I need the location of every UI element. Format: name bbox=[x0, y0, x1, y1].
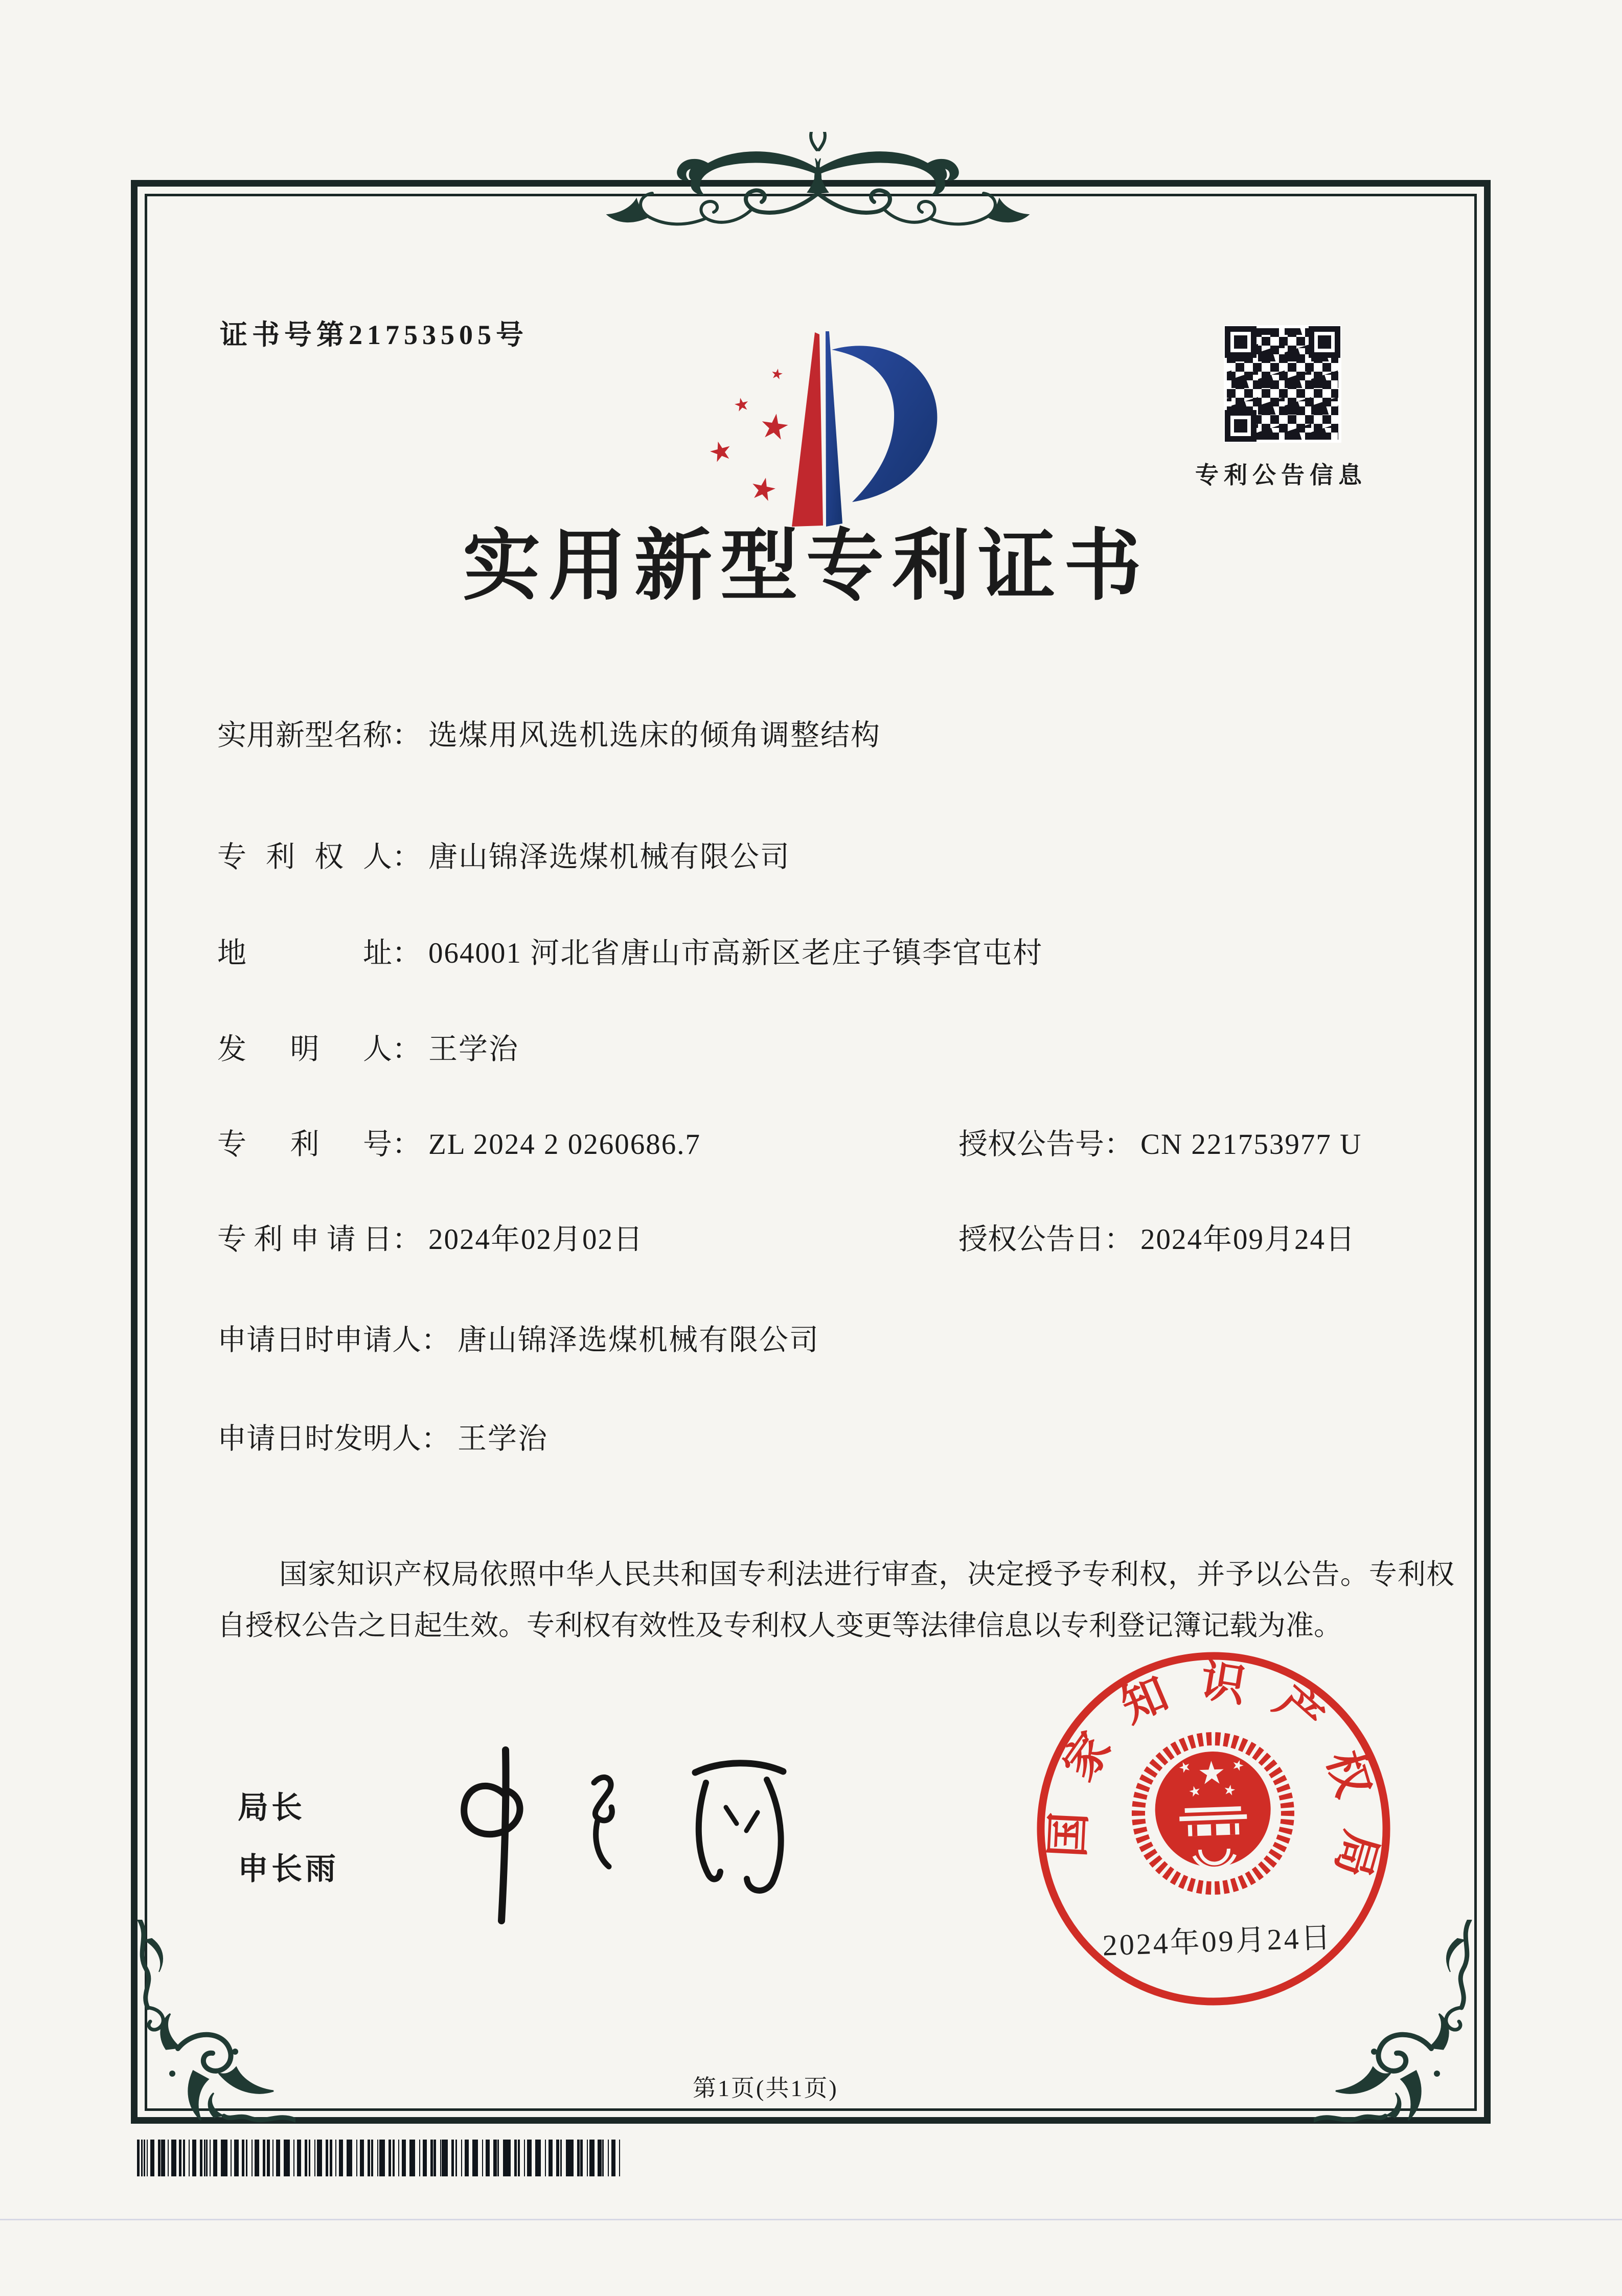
field-colon: ： bbox=[392, 937, 421, 969]
field-label: 专利权人 bbox=[217, 841, 392, 873]
qr-code-caption: 专利公告信息 bbox=[1195, 462, 1367, 488]
field-row-address bbox=[217, 929, 1465, 971]
field-colon: ： bbox=[392, 1223, 421, 1256]
field-row-patent-number bbox=[217, 1121, 1465, 1163]
signer-title: 局长 bbox=[238, 1790, 305, 1825]
field-value: 2024年09月24日 bbox=[1140, 1223, 1356, 1256]
field-colon: ： bbox=[421, 1423, 450, 1455]
scan-artifact-line bbox=[0, 2219, 1622, 2220]
field-label: 发明人 bbox=[217, 1033, 392, 1065]
patent-gazette-qr-code bbox=[1227, 328, 1338, 440]
field-row-filing-date bbox=[217, 1216, 1465, 1258]
field-label: 申请日时发明人 bbox=[217, 1423, 421, 1455]
field-value: CN 221753977 U bbox=[1140, 1128, 1362, 1161]
page-number: 第1页(共1页) bbox=[693, 2075, 838, 2101]
field-value: 选煤用风选机选床的倾角调整结构 bbox=[428, 719, 881, 752]
field-value: ZL 2024 2 0260686.7 bbox=[428, 1128, 701, 1161]
field-label: 授权公告号 bbox=[958, 1128, 1104, 1161]
legal-statement: 国家知识产权局依照中华人民共和国专利法进行审查，决定授予专利权，并予以公告。专利权自授权公告之日起生效。专利权有效性及专利权人变更等法律信息以专利登记簿记载为准。 bbox=[217, 1559, 1454, 1642]
bottom-left-corner-ornament bbox=[132, 1920, 295, 2129]
field-colon: ： bbox=[392, 1033, 421, 1065]
field-row-inventor-at-filing bbox=[217, 1415, 1465, 1457]
field-cell-grant-number bbox=[958, 1121, 1362, 1163]
field-colon: ： bbox=[392, 841, 421, 873]
signer-name: 申长雨 bbox=[238, 1852, 339, 1886]
field-label: 地址 bbox=[217, 937, 392, 969]
seal-org-textpath: 国家知识产权局 bbox=[1043, 1655, 1386, 1909]
qr-finder-icon bbox=[1225, 326, 1257, 358]
logo-stars bbox=[708, 368, 789, 502]
field-colon: ： bbox=[1104, 1223, 1133, 1256]
logo-red-spike bbox=[792, 332, 823, 527]
certificate-number: 证书号第21753505号 bbox=[220, 320, 528, 350]
field-row-inventor bbox=[217, 1026, 1465, 1067]
page-title: 实用新型专利证书 bbox=[463, 524, 1150, 609]
qr-finder-icon bbox=[1225, 410, 1257, 442]
field-colon: ： bbox=[1104, 1128, 1133, 1161]
field-colon: ： bbox=[392, 1128, 421, 1161]
commissioner-signature bbox=[429, 1736, 828, 1930]
field-value: 唐山锦泽选煤机械有限公司 bbox=[428, 841, 790, 873]
field-value: 王学治 bbox=[458, 1423, 548, 1455]
field-row-utility-model-name bbox=[217, 712, 1465, 754]
field-label: 申请日时申请人 bbox=[217, 1324, 421, 1356]
field-value: 唐山锦泽选煤机械有限公司 bbox=[458, 1324, 819, 1356]
field-colon: ： bbox=[421, 1324, 450, 1356]
cnipa-logo bbox=[708, 321, 943, 531]
field-label: 专利申请日 bbox=[217, 1223, 392, 1256]
field-label: 专利号 bbox=[217, 1128, 392, 1161]
field-value: 王学治 bbox=[428, 1033, 519, 1065]
field-label: 实用新型名称 bbox=[217, 719, 392, 752]
field-row-patentee bbox=[217, 833, 1465, 875]
top-border-dragon-ornament bbox=[588, 132, 1048, 234]
logo-blue-crescent bbox=[832, 346, 937, 502]
barcode bbox=[137, 2140, 620, 2176]
field-cell-grant-date bbox=[958, 1216, 1356, 1258]
seal-date: 2024年09月24日 bbox=[1102, 1921, 1333, 1962]
cnipa-official-seal bbox=[1023, 1639, 1404, 2019]
field-colon: ： bbox=[392, 719, 421, 752]
field-value: 064001 河北省唐山市高新区老庄子镇李官屯村 bbox=[428, 937, 1043, 969]
field-label: 授权公告日 bbox=[958, 1223, 1104, 1256]
field-value: 2024年02月02日 bbox=[428, 1223, 644, 1256]
field-row-applicant-at-filing bbox=[217, 1316, 1465, 1358]
logo-blue-bar bbox=[826, 331, 842, 527]
national-emblem-icon bbox=[1136, 1736, 1290, 1891]
qr-finder-icon bbox=[1309, 326, 1340, 358]
